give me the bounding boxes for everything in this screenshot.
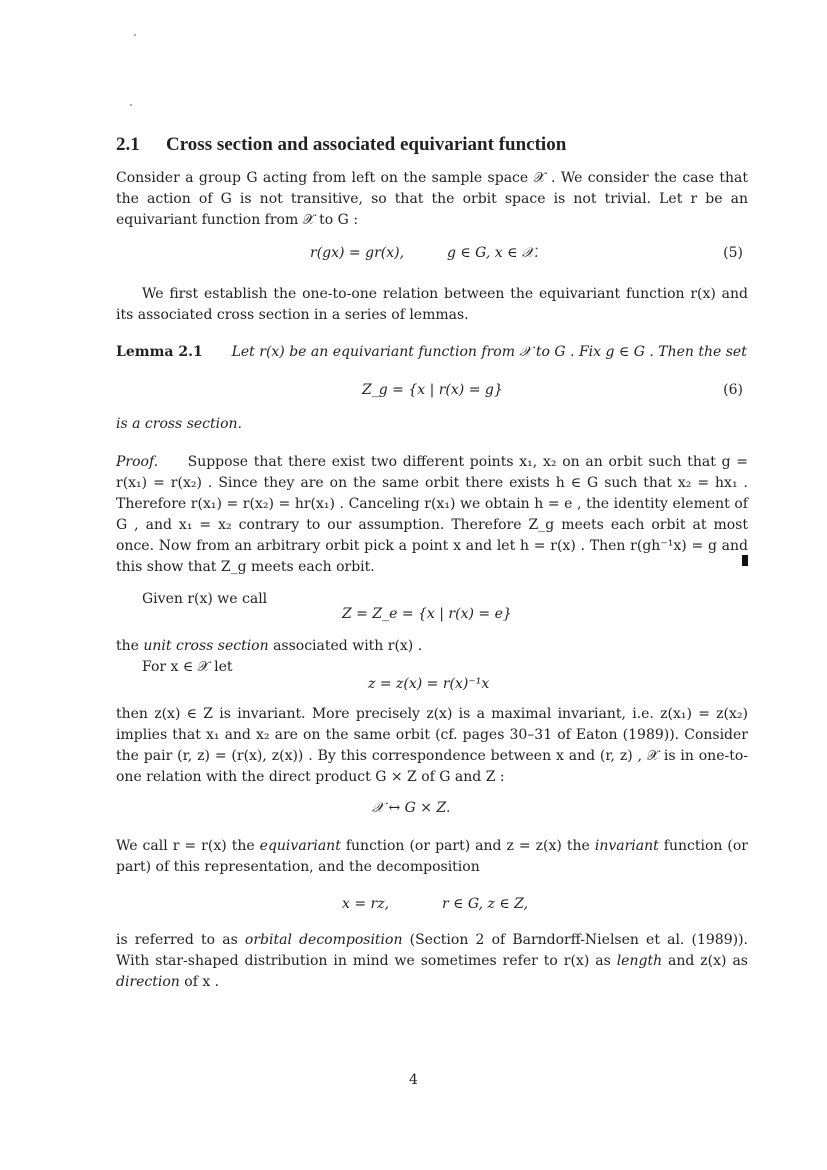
lemma-equation: Z_g = {x | r(x) = g}	[362, 382, 503, 398]
proof-label: Proof.	[116, 454, 159, 470]
decomposition-equation	[342, 896, 528, 912]
given-line: Given r(x) we call	[142, 591, 268, 607]
equation-5-lhs: r(gx) = gr(x),	[310, 245, 405, 261]
orbital-decomposition-term: orbital decomposition	[244, 932, 403, 948]
text-span: (Section 2 of Barndorff-Nielsen et al. (1989)). With star-shaped distribution in mind we sometimes refer to r(x) as	[116, 932, 748, 969]
intro-paragraph: Consider a group G acting from left on the sample space 𝒳 . We consider the case that the action of G is not transitive, so that the orbit space is not trivial. Let r be an equivariant function from 𝒳 to G :	[116, 170, 748, 228]
unit-cross-section-term: unit cross section	[143, 638, 269, 654]
direction-term: direction	[116, 974, 180, 990]
text-span: and z(x) as	[662, 953, 748, 969]
unit-cross-section-line	[116, 636, 748, 657]
lemma-label: Lemma 2.1	[116, 344, 203, 360]
invariant-equation: z = z(x) = r(x)⁻¹x	[368, 676, 490, 692]
decomposition-lhs: x = rz,	[342, 896, 390, 912]
lemma-text: Let r(x) be an equivariant function from 𝒳 to G . Fix g ∈ G . Then the set	[231, 344, 747, 360]
scan-speck	[130, 104, 132, 106]
proof-paragraph	[116, 452, 748, 578]
section-heading	[116, 134, 566, 156]
equation-5	[310, 245, 538, 261]
lemma-statement	[116, 342, 748, 363]
text-span: is referred to as	[116, 932, 245, 948]
section-title: Cross section and associated equivariant function	[166, 134, 567, 155]
invariant-term: invariant	[594, 838, 659, 854]
representation-paragraph	[116, 836, 748, 878]
proof-text: Suppose that there exist two different points x₁, x₂ on an orbit such that g = r(x₁) = r(x₂) . Since they are on the same orbit there exists h ∈ G such that x₂ = hx₁ . Therefore r(x₁) = r(x₂) = hr(x₁) . Canceling r(x₁) we obtain h = e , the identity element of G , and x₁ = x₂ contrary to our assumption. Therefore Z_g meets each orbit at most once. Now from an arbitrary orbit pick a point x and let h = r(x) . Then r(gh⁻¹x) = g and this show that Z_g meets each orbit.	[116, 454, 749, 575]
lemmas-intro-paragraph: We first establish the one-to-one relation between the equivariant function r(x) and its associated cross section in a series of lemmas.	[116, 286, 748, 323]
unit-cross-section-equation: Z = Z_e = {x | r(x) = e}	[342, 606, 512, 622]
maximal-invariant-paragraph: then z(x) ∈ Z is invariant. More precisely z(x) is a maximal invariant, i.e. z(x₁) = z(x₂) implies that x₁ and x₂ are on the same orbit (cf. pages 30–31 of Eaton (1989)). Consider the pair (r, z) = (r(x), z(x)) . By this correspondence between x and (r, z) , 𝒳 is in one-to-one relation with the direct product G × Z of G and Z :	[116, 706, 748, 785]
orbital-decomposition-paragraph	[116, 930, 748, 993]
decomposition-condition: r ∈ G, z ∈ Z,	[441, 896, 529, 912]
scan-speck	[134, 34, 136, 36]
page-number: 4	[409, 1072, 418, 1088]
equation-5-condition: g ∈ G, x ∈ 𝒳.	[446, 245, 539, 261]
equivariant-term: equivariant	[259, 838, 341, 854]
equation-6-number: (6)	[723, 382, 743, 398]
text-span: of x .	[179, 974, 220, 990]
text-span: associated with r(x) .	[268, 638, 423, 654]
text-span: the	[116, 638, 144, 654]
text-span: function (or part) and z = z(x) the	[340, 838, 595, 854]
text-span: We call r = r(x) the	[116, 838, 260, 854]
end-of-proof-mark	[742, 555, 748, 566]
text-span: function (or part) of this representation, and the decomposition	[116, 838, 748, 875]
equation-5-number: (5)	[723, 245, 743, 261]
for-x-line: For x ∈ 𝒳 let	[142, 659, 233, 675]
section-number: 2.1	[116, 134, 140, 155]
length-term: length	[616, 953, 663, 969]
product-relation-equation: 𝒳 ↔ G × Z.	[372, 800, 451, 816]
lemma-conclusion: is a cross section.	[116, 416, 242, 432]
